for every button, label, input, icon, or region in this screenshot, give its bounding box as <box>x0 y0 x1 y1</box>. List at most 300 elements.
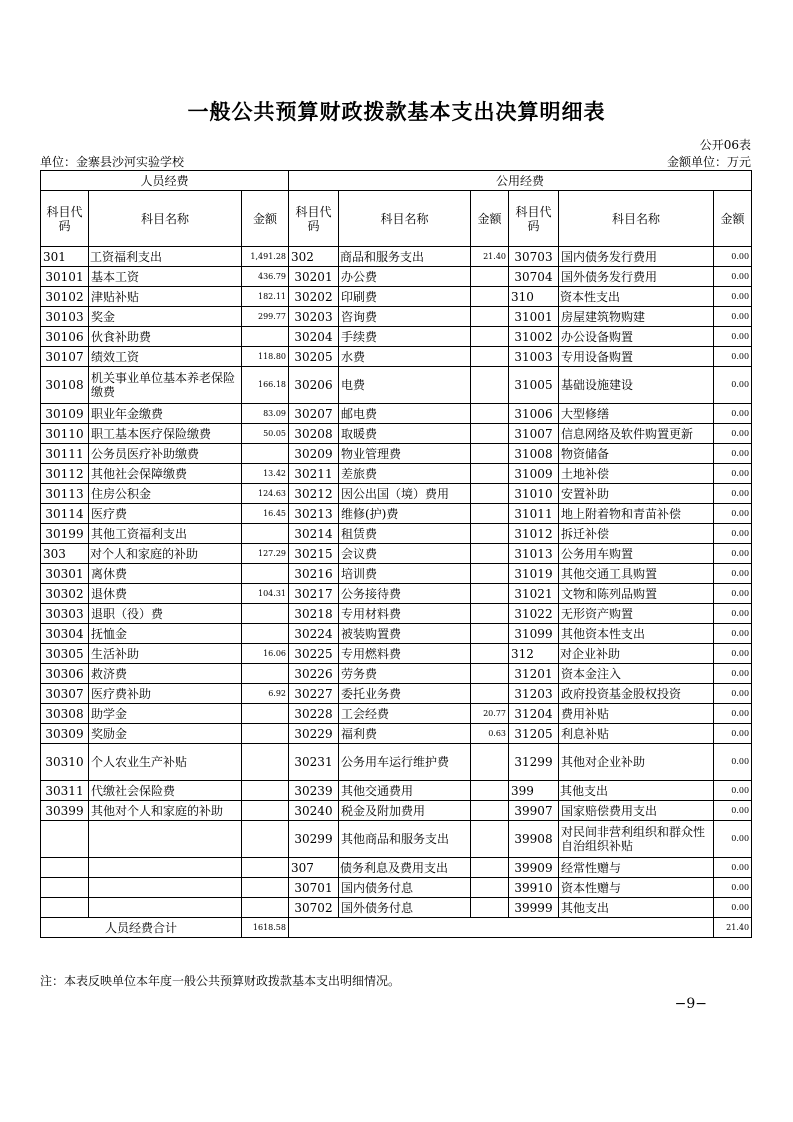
amount-cell: 0.00 <box>714 307 752 327</box>
subject-name-cell: 政府投资基金股权投资 <box>559 684 714 704</box>
amount-cell <box>471 307 509 327</box>
subject-code-cell: 30212 <box>289 484 339 504</box>
subject-name-cell: 会议费 <box>339 544 471 564</box>
subject-code-cell: 39999 <box>509 898 559 918</box>
amount-cell: 16.45 <box>242 504 289 524</box>
subject-name-cell: 文物和陈列品购置 <box>559 584 714 604</box>
col-amount-header: 金额 <box>714 191 752 247</box>
amount-cell <box>471 684 509 704</box>
amount-cell: 0.00 <box>714 604 752 624</box>
subject-code-cell: 31002 <box>509 327 559 347</box>
subject-code-cell: 31019 <box>509 564 559 584</box>
amount-cell <box>242 664 289 684</box>
subject-name-cell: 商品和服务支出 <box>339 247 471 267</box>
amount-cell <box>471 327 509 347</box>
amount-cell <box>471 604 509 624</box>
subject-code-cell: 31005 <box>509 367 559 404</box>
amount-cell: 0.00 <box>714 524 752 544</box>
amount-cell <box>242 624 289 644</box>
subject-code-cell: 30304 <box>41 624 89 644</box>
subject-name-cell: 安置补助 <box>559 484 714 504</box>
subject-code-cell: 30231 <box>289 744 339 781</box>
subject-code-cell: 31013 <box>509 544 559 564</box>
subject-name-cell: 其他资本性支出 <box>559 624 714 644</box>
amount-cell: 0.00 <box>714 247 752 267</box>
table-row <box>41 858 752 878</box>
col-code-header: 科目代码 <box>41 191 89 247</box>
public-total-amount: 21.40 <box>714 918 752 938</box>
amount-cell: 83.09 <box>242 404 289 424</box>
amount-cell: 0.00 <box>714 744 752 781</box>
subject-code-cell: 30209 <box>289 444 339 464</box>
subject-code-cell: 31011 <box>509 504 559 524</box>
subject-code-cell: 30228 <box>289 704 339 724</box>
subject-name-cell: 取暖费 <box>339 424 471 444</box>
amount-cell <box>242 444 289 464</box>
subject-name-cell: 工资福利支出 <box>89 247 242 267</box>
subject-code-cell: 31204 <box>509 704 559 724</box>
group-public-header: 公用经费 <box>289 171 752 191</box>
table-row <box>41 644 752 664</box>
subject-code-cell: 31012 <box>509 524 559 544</box>
amount-cell <box>242 524 289 544</box>
subject-name-cell: 医疗费补助 <box>89 684 242 704</box>
subject-code-cell: 30307 <box>41 684 89 704</box>
amount-cell <box>471 444 509 464</box>
subject-code-cell: 30202 <box>289 287 339 307</box>
amount-cell <box>471 404 509 424</box>
subject-name-cell <box>89 898 242 918</box>
page-title: 一般公共预算财政拨款基本支出决算明细表 <box>187 99 606 124</box>
subject-code-cell: 31007 <box>509 424 559 444</box>
amount-cell: 0.00 <box>714 504 752 524</box>
subject-code-cell: 30239 <box>289 781 339 801</box>
subject-name-cell: 对民间非营利组织和群众性自治组织补贴 <box>559 821 714 858</box>
table-row <box>41 878 752 898</box>
amount-unit: 金额单位：万元 <box>666 155 751 169</box>
subject-name-cell: 其他商品和服务支出 <box>339 821 471 858</box>
subject-code-cell: 30311 <box>41 781 89 801</box>
amount-cell: 182.11 <box>242 287 289 307</box>
subject-name-cell: 福利费 <box>339 724 471 744</box>
amount-cell: 13.42 <box>242 464 289 484</box>
amount-cell <box>242 878 289 898</box>
subject-name-cell: 无形资产购置 <box>559 604 714 624</box>
subject-name-cell: 个人农业生产补贴 <box>89 744 242 781</box>
subject-name-cell: 物业管理费 <box>339 444 471 464</box>
amount-cell <box>471 524 509 544</box>
amount-cell: 104.31 <box>242 584 289 604</box>
subject-name-cell: 公务用车购置 <box>559 544 714 564</box>
table-row <box>41 267 752 287</box>
amount-cell: 0.00 <box>714 544 752 564</box>
amount-cell: 0.00 <box>714 327 752 347</box>
amount-cell <box>471 858 509 878</box>
amount-cell: 0.00 <box>714 444 752 464</box>
table-row <box>41 404 752 424</box>
subject-name-cell: 培训费 <box>339 564 471 584</box>
amount-cell: 0.00 <box>714 624 752 644</box>
amount-cell <box>242 564 289 584</box>
subject-name-cell: 邮电费 <box>339 404 471 424</box>
table-row <box>41 504 752 524</box>
subject-name-cell: 资本金注入 <box>559 664 714 684</box>
personnel-total-label: 人员经费合计 <box>41 918 242 938</box>
amount-cell <box>242 821 289 858</box>
amount-cell: 0.00 <box>714 484 752 504</box>
table-row <box>41 424 752 444</box>
subject-name-cell <box>89 858 242 878</box>
subject-code-cell: 30206 <box>289 367 339 404</box>
amount-cell: 0.00 <box>714 858 752 878</box>
amount-cell <box>242 858 289 878</box>
amount-cell <box>471 267 509 287</box>
subject-name-cell: 办公设备购置 <box>559 327 714 347</box>
amount-cell <box>242 327 289 347</box>
subject-name-cell: 津贴补贴 <box>89 287 242 307</box>
subject-code-cell: 30215 <box>289 544 339 564</box>
subject-code-cell: 30213 <box>289 504 339 524</box>
subject-name-cell: 电费 <box>339 367 471 404</box>
subject-code-cell: 30110 <box>41 424 89 444</box>
amount-cell: 436.79 <box>242 267 289 287</box>
amount-cell <box>471 624 509 644</box>
table-row <box>41 367 752 404</box>
col-name-header: 科目名称 <box>89 191 242 247</box>
subject-code-cell: 30306 <box>41 664 89 684</box>
amount-cell: 21.40 <box>471 247 509 267</box>
amount-cell <box>471 484 509 504</box>
subject-code-cell: 301 <box>41 247 89 267</box>
subject-code-cell: 30216 <box>289 564 339 584</box>
table-row <box>41 724 752 744</box>
subject-code-cell: 31022 <box>509 604 559 624</box>
amount-cell <box>471 898 509 918</box>
amount-cell: 0.00 <box>714 724 752 744</box>
amount-cell: 0.00 <box>714 267 752 287</box>
subject-name-cell: 大型修缮 <box>559 404 714 424</box>
amount-cell: 1,491.28 <box>242 247 289 267</box>
amount-cell: 0.00 <box>714 367 752 404</box>
table-row <box>41 604 752 624</box>
table-row <box>41 524 752 544</box>
table-row <box>41 484 752 504</box>
amount-cell: 0.63 <box>471 724 509 744</box>
subject-code-cell: 310 <box>509 287 559 307</box>
subject-name-cell: 其他交通工具购置 <box>559 564 714 584</box>
subject-name-cell: 专用燃料费 <box>339 644 471 664</box>
public-total-spacer <box>289 918 714 938</box>
table-code: 公开06表 <box>699 138 751 152</box>
subject-name-cell: 机关事业单位基本养老保险缴费 <box>89 367 242 404</box>
amount-cell: 0.00 <box>714 287 752 307</box>
table-row <box>41 664 752 684</box>
subject-name-cell: 拆迁补偿 <box>559 524 714 544</box>
subject-name-cell: 其他社会保障缴费 <box>89 464 242 484</box>
table-row <box>41 347 752 367</box>
amount-cell <box>471 801 509 821</box>
subject-name-cell: 退休费 <box>89 584 242 604</box>
subject-name-cell: 税金及附加费用 <box>339 801 471 821</box>
amount-cell <box>471 564 509 584</box>
subject-code-cell: 31099 <box>509 624 559 644</box>
subject-name-cell: 职业年金缴费 <box>89 404 242 424</box>
amount-cell: 20.77 <box>471 704 509 724</box>
subject-name-cell: 债务利息及费用支出 <box>339 858 471 878</box>
subject-code-cell: 30102 <box>41 287 89 307</box>
col-name-header: 科目名称 <box>339 191 471 247</box>
subject-name-cell: 公务接待费 <box>339 584 471 604</box>
amount-cell: 0.00 <box>714 801 752 821</box>
table-row <box>41 247 752 267</box>
subject-name-cell: 咨询费 <box>339 307 471 327</box>
subject-code-cell: 39910 <box>509 878 559 898</box>
subject-code-cell: 30301 <box>41 564 89 584</box>
subject-code-cell: 39909 <box>509 858 559 878</box>
table-row <box>41 898 752 918</box>
table-row <box>41 327 752 347</box>
amount-cell: 16.06 <box>242 644 289 664</box>
amount-cell: 0.00 <box>714 564 752 584</box>
subject-code-cell: 307 <box>289 858 339 878</box>
amount-cell: 299.77 <box>242 307 289 327</box>
subject-code-cell <box>41 821 89 858</box>
subject-name-cell: 救济费 <box>89 664 242 684</box>
subject-name-cell: 其他对企业补助 <box>559 744 714 781</box>
subject-code-cell: 31203 <box>509 684 559 704</box>
subject-code-cell: 30204 <box>289 327 339 347</box>
subject-code-cell: 30217 <box>289 584 339 604</box>
subject-name-cell: 助学金 <box>89 704 242 724</box>
amount-cell <box>242 801 289 821</box>
subject-name-cell: 对企业补助 <box>559 644 714 664</box>
subject-code-cell: 30309 <box>41 724 89 744</box>
table-row <box>41 444 752 464</box>
unit-label: 单位：金寨县沙河实验学校 <box>40 155 185 169</box>
subject-name-cell: 专用设备购置 <box>559 347 714 367</box>
amount-cell: 118.80 <box>242 347 289 367</box>
table-row <box>41 704 752 724</box>
subject-name-cell <box>89 821 242 858</box>
subject-code-cell: 399 <box>509 781 559 801</box>
subject-code-cell: 30114 <box>41 504 89 524</box>
subject-code-cell: 30205 <box>289 347 339 367</box>
subject-code-cell: 30113 <box>41 484 89 504</box>
subject-name-cell: 离休费 <box>89 564 242 584</box>
subject-name-cell: 信息网络及软件购置更新 <box>559 424 714 444</box>
subject-name-cell: 其他支出 <box>559 898 714 918</box>
subject-name-cell: 资本性支出 <box>559 287 714 307</box>
amount-cell: 0.00 <box>714 404 752 424</box>
amount-cell: 0.00 <box>714 347 752 367</box>
subject-name-cell: 国外债务付息 <box>339 898 471 918</box>
table-row <box>41 564 752 584</box>
col-code-header: 科目代码 <box>289 191 339 247</box>
col-amount-header: 金额 <box>242 191 289 247</box>
amount-cell <box>471 744 509 781</box>
amount-cell: 50.05 <box>242 424 289 444</box>
subject-name-cell: 办公费 <box>339 267 471 287</box>
amount-cell <box>471 424 509 444</box>
amount-cell: 0.00 <box>714 424 752 444</box>
subject-name-cell: 其他支出 <box>559 781 714 801</box>
subject-code-cell: 30106 <box>41 327 89 347</box>
subject-code-cell <box>41 898 89 918</box>
subject-code-cell: 30701 <box>289 878 339 898</box>
subject-name-cell: 印刷费 <box>339 287 471 307</box>
subject-code-cell: 30107 <box>41 347 89 367</box>
subject-name-cell: 奖金 <box>89 307 242 327</box>
amount-cell <box>471 781 509 801</box>
subject-name-cell: 国内债务付息 <box>339 878 471 898</box>
subject-code-cell: 30704 <box>509 267 559 287</box>
subject-code-cell: 30224 <box>289 624 339 644</box>
amount-cell <box>471 878 509 898</box>
amount-cell: 0.00 <box>714 781 752 801</box>
page-number: −9− <box>674 996 707 1012</box>
subject-code-cell <box>41 878 89 898</box>
amount-cell <box>471 367 509 404</box>
subject-code-cell: 31003 <box>509 347 559 367</box>
subject-name-cell: 因公出国（境）费用 <box>339 484 471 504</box>
subject-name-cell: 其他交通费用 <box>339 781 471 801</box>
subject-code-cell: 30310 <box>41 744 89 781</box>
subject-code-cell: 31205 <box>509 724 559 744</box>
subject-name-cell: 基本工资 <box>89 267 242 287</box>
subject-name-cell: 地上附着物和青苗补偿 <box>559 504 714 524</box>
subject-code-cell <box>41 858 89 878</box>
amount-cell: 0.00 <box>714 704 752 724</box>
subject-name-cell <box>89 878 242 898</box>
subject-name-cell: 对个人和家庭的补助 <box>89 544 242 564</box>
footnote: 注：本表反映单位本年度一般公共预算财政拨款基本支出明细情况。 <box>40 974 401 988</box>
subject-code-cell: 39908 <box>509 821 559 858</box>
table-row <box>41 821 752 858</box>
table-row <box>41 287 752 307</box>
col-amount-header: 金额 <box>471 191 509 247</box>
subject-code-cell: 31008 <box>509 444 559 464</box>
subject-code-cell: 30111 <box>41 444 89 464</box>
subject-code-cell: 30229 <box>289 724 339 744</box>
table-row <box>41 464 752 484</box>
subject-code-cell: 30308 <box>41 704 89 724</box>
subject-name-cell: 费用补贴 <box>559 704 714 724</box>
group-personnel-header: 人员经费 <box>41 171 289 191</box>
subject-code-cell: 312 <box>509 644 559 664</box>
subject-name-cell: 国外债务发行费用 <box>559 267 714 287</box>
subject-name-cell: 维修(护)费 <box>339 504 471 524</box>
subject-name-cell: 房屋建筑物购建 <box>559 307 714 327</box>
subject-name-cell: 专用材料费 <box>339 604 471 624</box>
subject-code-cell: 30201 <box>289 267 339 287</box>
subject-name-cell: 奖励金 <box>89 724 242 744</box>
subject-name-cell: 水费 <box>339 347 471 367</box>
amount-cell <box>471 821 509 858</box>
subject-code-cell: 31021 <box>509 584 559 604</box>
subject-code-cell: 30305 <box>41 644 89 664</box>
subject-code-cell: 31299 <box>509 744 559 781</box>
table-row <box>41 684 752 704</box>
col-name-header: 科目名称 <box>559 191 714 247</box>
amount-cell: 6.92 <box>242 684 289 704</box>
amount-cell <box>242 898 289 918</box>
subject-code-cell: 303 <box>41 544 89 564</box>
subject-code-cell: 30227 <box>289 684 339 704</box>
amount-cell: 0.00 <box>714 684 752 704</box>
amount-cell <box>242 724 289 744</box>
amount-cell: 0.00 <box>714 644 752 664</box>
table-row <box>41 781 752 801</box>
amount-cell <box>242 604 289 624</box>
amount-cell <box>471 287 509 307</box>
subject-code-cell: 30214 <box>289 524 339 544</box>
amount-cell: 0.00 <box>714 464 752 484</box>
subject-name-cell: 公务用车运行维护费 <box>339 744 471 781</box>
subject-code-cell: 30702 <box>289 898 339 918</box>
subject-code-cell: 30218 <box>289 604 339 624</box>
subject-code-cell: 30226 <box>289 664 339 684</box>
subject-name-cell: 基础设施建设 <box>559 367 714 404</box>
subject-code-cell: 30203 <box>289 307 339 327</box>
subject-name-cell: 资本性赠与 <box>559 878 714 898</box>
subject-code-cell: 30112 <box>41 464 89 484</box>
subject-code-cell: 30109 <box>41 404 89 424</box>
subject-name-cell: 劳务费 <box>339 664 471 684</box>
subject-name-cell: 退职（役）费 <box>89 604 242 624</box>
subject-name-cell: 土地补偿 <box>559 464 714 484</box>
subject-name-cell: 其他对个人和家庭的补助 <box>89 801 242 821</box>
amount-cell: 0.00 <box>714 664 752 684</box>
amount-cell: 0.00 <box>714 584 752 604</box>
subject-code-cell: 31010 <box>509 484 559 504</box>
table-row <box>41 744 752 781</box>
expense-detail-table <box>40 170 752 938</box>
subject-code-cell: 30225 <box>289 644 339 664</box>
subject-name-cell: 工会经费 <box>339 704 471 724</box>
subject-name-cell: 代缴社会保险费 <box>89 781 242 801</box>
table-row <box>41 801 752 821</box>
amount-cell: 0.00 <box>714 898 752 918</box>
subject-name-cell: 公务员医疗补助缴费 <box>89 444 242 464</box>
subject-name-cell: 抚恤金 <box>89 624 242 644</box>
amount-cell: 0.00 <box>714 878 752 898</box>
subject-code-cell: 30108 <box>41 367 89 404</box>
subject-code-cell: 39907 <box>509 801 559 821</box>
subject-code-cell: 31009 <box>509 464 559 484</box>
subject-name-cell: 住房公积金 <box>89 484 242 504</box>
subject-name-cell: 物资储备 <box>559 444 714 464</box>
subject-code-cell: 31201 <box>509 664 559 684</box>
subject-code-cell: 30302 <box>41 584 89 604</box>
amount-cell <box>471 584 509 604</box>
subject-code-cell: 30703 <box>509 247 559 267</box>
subject-name-cell: 生活补助 <box>89 644 242 664</box>
subject-name-cell: 国家赔偿费用支出 <box>559 801 714 821</box>
subject-name-cell: 被装购置费 <box>339 624 471 644</box>
table-row <box>41 307 752 327</box>
amount-cell <box>471 544 509 564</box>
subject-code-cell: 31001 <box>509 307 559 327</box>
subject-code-cell: 30207 <box>289 404 339 424</box>
amount-cell <box>471 664 509 684</box>
table-row <box>41 624 752 644</box>
subject-code-cell: 30101 <box>41 267 89 287</box>
subject-name-cell: 手续费 <box>339 327 471 347</box>
subject-name-cell: 医疗费 <box>89 504 242 524</box>
table-row <box>41 584 752 604</box>
subject-code-cell: 30199 <box>41 524 89 544</box>
subject-code-cell: 30399 <box>41 801 89 821</box>
